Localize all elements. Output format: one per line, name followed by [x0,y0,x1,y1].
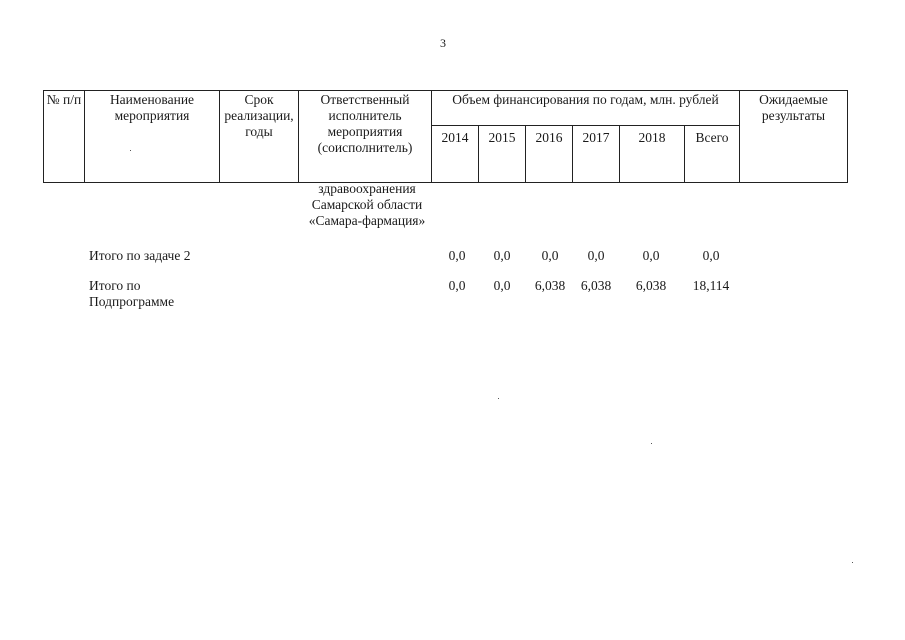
table-row [0,248,905,268]
value-2017: 0,0 [587,248,605,263]
header-responsible: Ответственный исполнитель мероприятия (соисполнитель) [299,91,432,183]
header-year-2016: 2016 [526,126,573,183]
header-year-2017: 2017 [573,126,620,183]
header-funding: Объем финансирования по годам, млн. рублей [432,91,740,126]
header-year-2018: 2018 [620,126,685,183]
row-label: Итого по Подпрограмме [89,278,175,309]
value-2015: 0,0 [493,248,511,263]
scan-speck [130,150,131,151]
value-2015: 0,0 [493,278,511,293]
funding-table-header [43,90,848,183]
header-term: Срок реализации, годы [220,91,299,183]
header-total: Всего [685,126,740,183]
value-2018: 6,038 [635,278,667,293]
value-2016: 0,0 [541,248,559,263]
value-2014: 0,0 [448,278,466,293]
header-year-2015: 2015 [479,126,526,183]
table-row [0,278,905,314]
scan-speck [651,443,652,444]
value-2017: 6,038 [580,278,612,293]
header-results: Ожидаемые результаты [740,91,848,183]
value-2014: 0,0 [448,248,466,263]
scan-speck [852,562,853,563]
header-name: Наименование мероприятия [85,91,220,183]
header-year-2014: 2014 [432,126,479,183]
page-number: 3 [440,36,446,50]
scan-speck [498,398,499,399]
value-2016: 6,038 [534,278,566,293]
value-total: 0,0 [702,248,720,263]
responsible-continuation: здравоохранения Самарской области «Самара-фармация» [308,181,426,228]
header-number: № п/п [44,91,85,183]
value-total: 18,114 [692,278,730,293]
value-2018: 0,0 [642,248,660,263]
row-label: Итого по задаче 2 [89,248,191,263]
